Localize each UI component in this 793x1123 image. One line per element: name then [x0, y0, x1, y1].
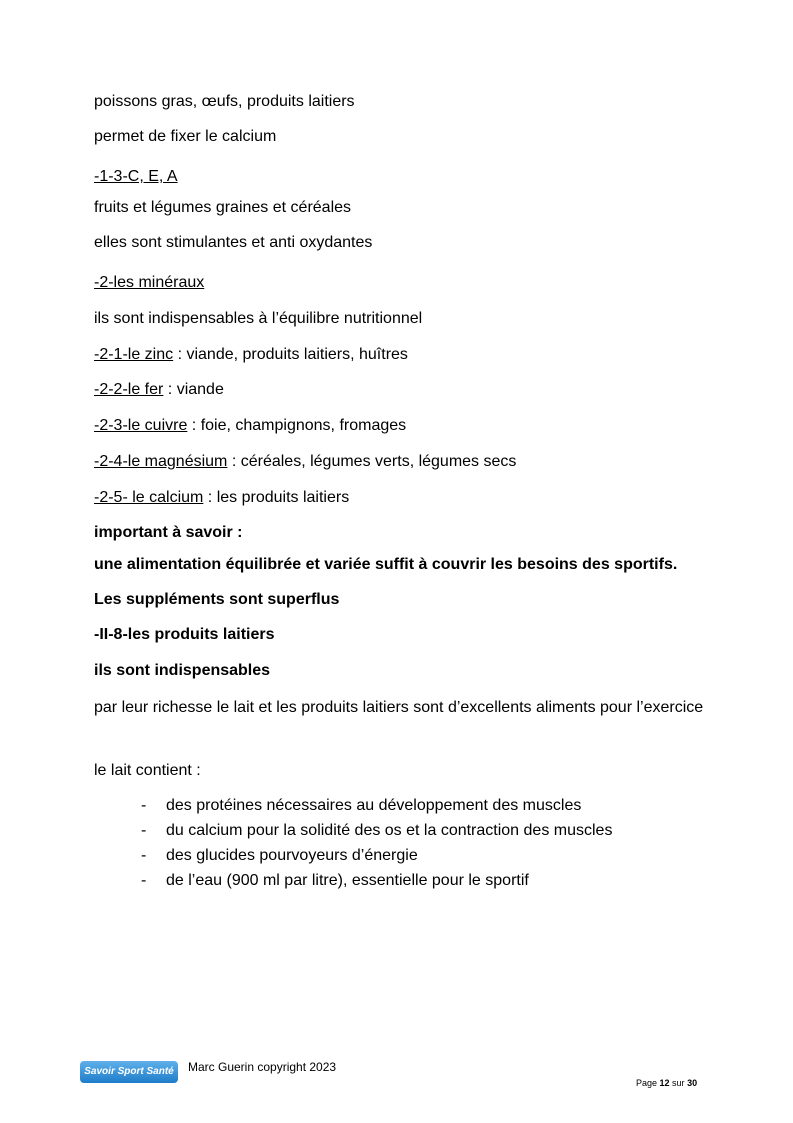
mineral-heading: -2-1-le zinc: [94, 346, 174, 363]
text-line: poissons gras, œufs, produits laitiers: [94, 93, 355, 110]
mineral-text: : les produits laitiers: [203, 489, 350, 506]
mineral-item-cuivre: [94, 416, 406, 436]
section-heading: -II-8-les produits laitiers: [94, 626, 275, 643]
paragraph: par leur richesse le lait et les produits laitiers sont d’excellents aliments pour l’exercice: [94, 699, 704, 716]
list-item: [141, 871, 529, 891]
text-line: elles sont stimulantes et anti oxydantes: [94, 234, 373, 251]
list-item-text: des protéines nécessaires au développement des muscles: [166, 797, 582, 814]
page-prefix: Page: [636, 1078, 660, 1088]
mineral-item-calcium: [94, 488, 349, 508]
page-number: [636, 1077, 697, 1089]
mineral-heading: -2-3-le cuivre: [94, 417, 188, 434]
mineral-text: : viande: [163, 381, 224, 398]
mineral-text: : viande, produits laitiers, huîtres: [173, 346, 408, 363]
mineral-item-fer: [94, 380, 224, 400]
savoir-sport-sante-logo: Savoir Sport Santé: [80, 1061, 178, 1083]
list-item-text: de l’eau (900 ml par litre), essentielle pour le sportif: [166, 872, 529, 889]
page-separator: sur: [669, 1078, 688, 1088]
page-current: 12: [659, 1078, 670, 1088]
bullet-marker: -: [141, 822, 147, 839]
bold-line: une alimentation équilibrée et variée suffit à couvrir les besoins des sportifs.: [94, 556, 678, 573]
mineral-heading: -2-2-le fer: [94, 381, 164, 398]
text-line: permet de fixer le calcium: [94, 128, 277, 145]
footer-copyright: Marc Guerin copyright 2023: [188, 1060, 337, 1074]
section-heading: -2-les minéraux: [94, 274, 205, 291]
list-item-text: des glucides pourvoyeurs d’énergie: [166, 847, 418, 864]
mineral-text: : céréales, légumes verts, légumes secs: [227, 453, 517, 470]
bullet-marker: -: [141, 872, 147, 889]
mineral-heading: -2-5- le calcium: [94, 489, 204, 506]
mineral-item-magnesium: [94, 452, 516, 472]
bold-line: ils sont indispensables: [94, 662, 271, 679]
bold-line: Les suppléments sont superflus: [94, 591, 340, 608]
bullet-marker: -: [141, 847, 147, 864]
mineral-item-zinc: [94, 345, 408, 365]
list-item-text: du calcium pour la solidité des os et la contraction des muscles: [166, 822, 613, 839]
mineral-heading: -2-4-le magnésium: [94, 453, 228, 470]
text-line: ils sont indispensables à l’équilibre nutritionnel: [94, 310, 423, 327]
page-total: 30: [687, 1078, 698, 1088]
text-line: fruits et légumes graines et céréales: [94, 199, 352, 216]
mineral-text: : foie, champignons, fromages: [187, 417, 407, 434]
list-item: [141, 796, 581, 816]
section-heading: -1-3-C, E, A: [94, 168, 178, 185]
bullet-marker: -: [141, 797, 147, 814]
list-item: [141, 821, 612, 841]
bold-line: important à savoir :: [94, 524, 243, 541]
text-line: le lait contient :: [94, 762, 201, 779]
list-item: [141, 846, 418, 866]
